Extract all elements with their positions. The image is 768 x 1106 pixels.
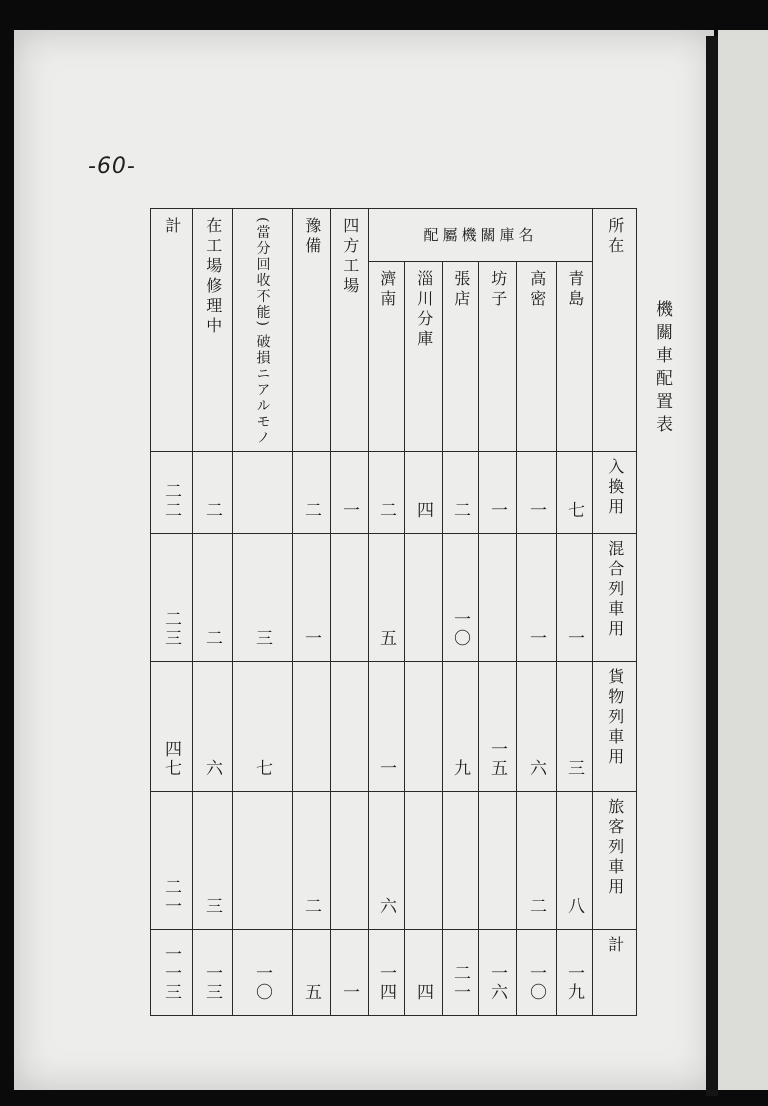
cell-factory bbox=[193, 534, 233, 662]
cell-reserve bbox=[293, 930, 331, 1016]
cell-factory bbox=[193, 452, 233, 534]
col-header-label: 豫備 bbox=[302, 217, 322, 257]
cell-zichuan bbox=[405, 930, 443, 1016]
cell-reserve bbox=[293, 452, 331, 534]
cell-value: 二 bbox=[526, 897, 546, 917]
row-label: 旅客列車用 bbox=[605, 798, 625, 899]
cell-qingdao bbox=[557, 534, 593, 662]
cell-value: 三 bbox=[202, 897, 222, 917]
col-header-label: 計 bbox=[162, 217, 182, 237]
cell-qingdao bbox=[557, 452, 593, 534]
row-label: 混合列車用 bbox=[605, 540, 625, 641]
row-header-usage bbox=[593, 792, 637, 930]
book-gutter bbox=[706, 36, 718, 1096]
cell-zhangdian bbox=[443, 534, 479, 662]
cell-value: 二 bbox=[450, 501, 470, 521]
cell-value: 五 bbox=[376, 629, 396, 649]
table-row bbox=[151, 662, 637, 792]
col-header-label: 四方工場 bbox=[340, 217, 360, 297]
cell-zhangdian bbox=[443, 662, 479, 792]
cell-shihou bbox=[331, 662, 369, 792]
col-header-factory bbox=[193, 209, 233, 452]
cell-zichuan bbox=[405, 452, 443, 534]
cell-jinan bbox=[369, 662, 405, 792]
col-header-gaomi bbox=[517, 261, 557, 452]
cell-shihou bbox=[331, 452, 369, 534]
cell-value: 一 bbox=[526, 501, 546, 521]
cell-gaomi bbox=[517, 534, 557, 662]
adjacent-page-edge bbox=[718, 30, 768, 1090]
cell-value: 一三 bbox=[202, 964, 222, 1003]
col-header-zichuan bbox=[405, 261, 443, 452]
cell-fangzi bbox=[479, 452, 517, 534]
cell-value: 一 bbox=[526, 629, 546, 649]
cell-zichuan bbox=[405, 662, 443, 792]
cell-value: 一〇 bbox=[252, 964, 272, 1003]
col-header-shihou bbox=[331, 209, 369, 452]
row-label: 計 bbox=[605, 936, 625, 957]
cell-shihou bbox=[331, 930, 369, 1016]
group-header-depots: 配屬機關庫名 bbox=[369, 209, 593, 262]
cell-value: 一 bbox=[339, 983, 359, 1003]
col-header-label: 青島 bbox=[565, 269, 585, 310]
cell-value: 二一 bbox=[161, 878, 181, 917]
cell-reserve bbox=[293, 792, 331, 930]
cell-total bbox=[151, 534, 193, 662]
cell-value: 一九 bbox=[564, 964, 585, 1003]
col-header-fangzi bbox=[479, 261, 517, 452]
cell-fangzi bbox=[479, 662, 517, 792]
cell-gaomi bbox=[517, 452, 557, 534]
table-row bbox=[151, 452, 637, 534]
col-header-label: 淄川分庫 bbox=[414, 269, 434, 350]
cell-damaged bbox=[233, 534, 293, 662]
cell-total bbox=[151, 452, 193, 534]
cell-qingdao bbox=[557, 662, 593, 792]
cell-value: 一 bbox=[301, 629, 321, 649]
cell-shihou bbox=[331, 792, 369, 930]
cell-gaomi bbox=[517, 792, 557, 930]
col-header-qingdao bbox=[557, 261, 593, 452]
table-row bbox=[151, 534, 637, 662]
col-header-label: 所在 bbox=[605, 217, 625, 257]
row-header-usage bbox=[593, 534, 637, 662]
cell-value: 一〇 bbox=[450, 610, 470, 649]
locomotive-allocation-table bbox=[150, 208, 637, 1016]
cell-gaomi bbox=[517, 930, 557, 1016]
cell-jinan bbox=[369, 792, 405, 930]
col-header-reserve bbox=[293, 209, 331, 452]
cell-jinan bbox=[369, 930, 405, 1016]
cell-factory bbox=[193, 930, 233, 1016]
col-header-zhangdian bbox=[443, 261, 479, 452]
cell-value: 二一 bbox=[450, 964, 470, 1003]
cell-total bbox=[151, 930, 193, 1016]
cell-value: 一五 bbox=[487, 740, 507, 779]
cell-value: 一 bbox=[564, 629, 585, 649]
cell-value: 八 bbox=[564, 897, 585, 917]
cell-jinan bbox=[369, 534, 405, 662]
cell-fangzi bbox=[479, 534, 517, 662]
cell-value: 六 bbox=[202, 759, 222, 779]
cell-damaged bbox=[233, 930, 293, 1016]
cell-reserve bbox=[293, 534, 331, 662]
cell-value: 一 bbox=[376, 759, 396, 779]
cell-damaged bbox=[233, 662, 293, 792]
cell-value: 七 bbox=[564, 501, 585, 521]
table-row bbox=[151, 792, 637, 930]
cell-value: 七 bbox=[252, 759, 272, 779]
cell-value: 二 bbox=[202, 629, 222, 649]
cell-value: 九 bbox=[450, 759, 470, 779]
cell-reserve bbox=[293, 662, 331, 792]
cell-gaomi bbox=[517, 662, 557, 792]
cell-value: 六 bbox=[526, 759, 546, 779]
header-row-top bbox=[151, 209, 637, 262]
row-label: 貨物列車用 bbox=[605, 668, 625, 769]
row-header-usage bbox=[593, 662, 637, 792]
cell-value: 二 bbox=[376, 501, 396, 521]
cell-shihou bbox=[331, 534, 369, 662]
cell-fangzi bbox=[479, 792, 517, 930]
cell-total bbox=[151, 792, 193, 930]
col-header-label: 坊子 bbox=[488, 269, 508, 310]
cell-zhangdian bbox=[443, 930, 479, 1016]
cell-factory bbox=[193, 662, 233, 792]
cell-zichuan bbox=[405, 534, 443, 662]
cell-damaged bbox=[233, 452, 293, 534]
cell-value: 三 bbox=[252, 629, 272, 649]
row-label: 入換用 bbox=[605, 458, 625, 519]
document-title: 機關車配置表 bbox=[652, 300, 672, 438]
col-header-damaged bbox=[233, 209, 293, 452]
cell-value: 一一三 bbox=[161, 945, 181, 1003]
cell-zhangdian bbox=[443, 452, 479, 534]
cell-total bbox=[151, 662, 193, 792]
col-header-use bbox=[593, 209, 637, 452]
cell-value: 一六 bbox=[487, 964, 507, 1003]
row-header-usage bbox=[593, 452, 637, 534]
cell-zichuan bbox=[405, 792, 443, 930]
cell-qingdao bbox=[557, 792, 593, 930]
row-header-usage bbox=[593, 930, 637, 1016]
cell-value: 四 bbox=[413, 501, 433, 521]
cell-value: 一 bbox=[487, 501, 507, 521]
cell-value: 二三 bbox=[161, 610, 181, 649]
cell-value: 一 bbox=[339, 501, 359, 521]
cell-qingdao bbox=[557, 930, 593, 1016]
col-header-jinan bbox=[369, 261, 405, 452]
col-header-total bbox=[151, 209, 193, 452]
col-header-label: 高密 bbox=[527, 269, 547, 310]
col-header-label: 濟南 bbox=[377, 269, 397, 310]
cell-damaged bbox=[233, 792, 293, 930]
col-header-label: 在工場修理中 bbox=[203, 217, 223, 337]
cell-fangzi bbox=[479, 930, 517, 1016]
col-header-label: 張店 bbox=[451, 269, 471, 310]
cell-value: 六 bbox=[376, 897, 396, 917]
table-total-row bbox=[151, 930, 637, 1016]
cell-value: 二 bbox=[202, 501, 222, 521]
cell-value: 二二 bbox=[161, 482, 181, 521]
cell-value: 二 bbox=[301, 897, 321, 917]
cell-value: 一〇 bbox=[526, 964, 546, 1003]
page-number: -60- bbox=[88, 154, 136, 179]
cell-value: 四七 bbox=[161, 740, 181, 779]
cell-factory bbox=[193, 792, 233, 930]
cell-value: 三 bbox=[564, 759, 585, 779]
cell-value: 一四 bbox=[376, 964, 396, 1003]
cell-jinan bbox=[369, 452, 405, 534]
cell-zhangdian bbox=[443, 792, 479, 930]
col-header-label: (當分回收不能) 破損ニアルモノ bbox=[254, 217, 271, 447]
cell-value: 五 bbox=[301, 983, 321, 1003]
cell-value: 四 bbox=[413, 983, 433, 1003]
cell-value: 二 bbox=[301, 501, 321, 521]
